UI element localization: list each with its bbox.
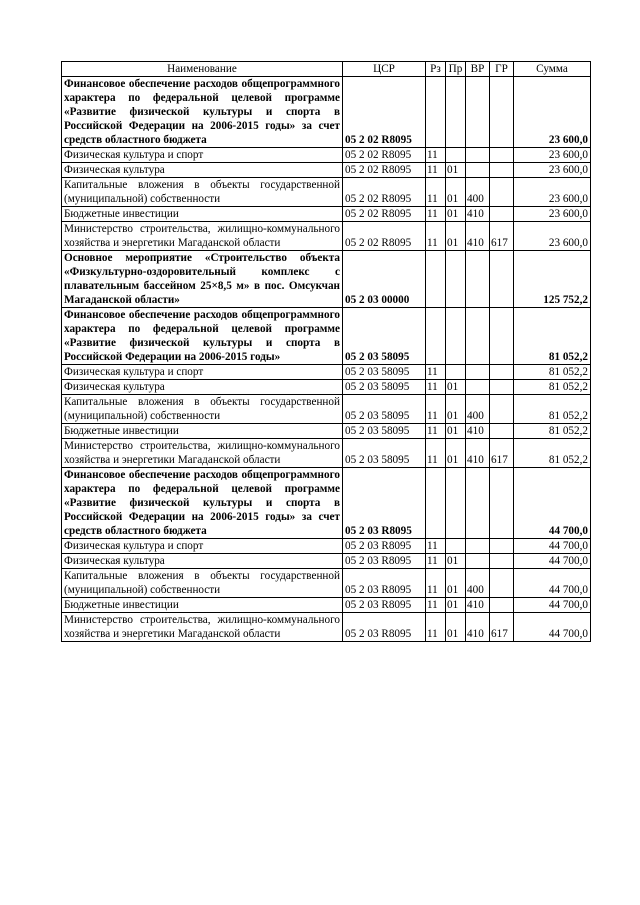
header-name: Наименование — [62, 62, 343, 77]
sum-cell: 23 600,0 — [514, 178, 591, 207]
csr-cell: 05 2 03 58095 — [343, 365, 426, 380]
pr-cell: 01 — [446, 395, 466, 424]
rz-cell: 11 — [426, 598, 446, 613]
pr-cell: 01 — [446, 439, 466, 468]
vr-cell: 400 — [466, 395, 490, 424]
name-cell: Физическая культура и спорт — [62, 148, 343, 163]
vr-cell: 410 — [466, 222, 490, 251]
sum-cell: 81 052,2 — [514, 395, 591, 424]
gr-cell — [490, 178, 514, 207]
name-cell: Физическая культура и спорт — [62, 365, 343, 380]
rz-cell: 11 — [426, 613, 446, 642]
name-cell: Физическая культура — [62, 554, 343, 569]
name-cell: Министерство строительства, жилищно-коммунального хозяйства и энергетики Магаданской области — [62, 222, 343, 251]
pr-cell — [446, 468, 466, 539]
vr-cell: 410 — [466, 439, 490, 468]
gr-cell — [490, 148, 514, 163]
pr-cell: 01 — [446, 380, 466, 395]
table-row — [62, 251, 591, 308]
sum-cell: 44 700,0 — [514, 539, 591, 554]
table-row — [62, 207, 591, 222]
csr-cell: 05 2 03 R8095 — [343, 613, 426, 642]
pr-cell: 01 — [446, 207, 466, 222]
name-cell: Бюджетные инвестиции — [62, 207, 343, 222]
gr-cell — [490, 380, 514, 395]
rz-cell — [426, 468, 446, 539]
vr-cell: 410 — [466, 207, 490, 222]
vr-cell — [466, 163, 490, 178]
rz-cell — [426, 251, 446, 308]
header-csr: ЦСР — [343, 62, 426, 77]
vr-cell: 410 — [466, 598, 490, 613]
gr-cell — [490, 308, 514, 365]
rz-cell: 11 — [426, 554, 446, 569]
gr-cell: 617 — [490, 222, 514, 251]
vr-cell: 410 — [466, 613, 490, 642]
table-row — [62, 178, 591, 207]
pr-cell: 01 — [446, 178, 466, 207]
rz-cell: 11 — [426, 395, 446, 424]
gr-cell — [490, 365, 514, 380]
pr-cell: 01 — [446, 554, 466, 569]
gr-cell — [490, 251, 514, 308]
pr-cell — [446, 539, 466, 554]
sum-cell: 23 600,0 — [514, 148, 591, 163]
pr-cell: 01 — [446, 424, 466, 439]
sum-cell: 81 052,2 — [514, 308, 591, 365]
header-gr: ГР — [490, 62, 514, 77]
gr-cell — [490, 163, 514, 178]
header-sum: Сумма — [514, 62, 591, 77]
vr-cell — [466, 554, 490, 569]
pr-cell — [446, 365, 466, 380]
rz-cell — [426, 308, 446, 365]
sum-cell: 44 700,0 — [514, 554, 591, 569]
rz-cell — [426, 77, 446, 148]
sum-cell: 23 600,0 — [514, 207, 591, 222]
table-row — [62, 569, 591, 598]
sum-cell: 125 752,2 — [514, 251, 591, 308]
pr-cell: 01 — [446, 598, 466, 613]
header-rz: Рз — [426, 62, 446, 77]
vr-cell — [466, 251, 490, 308]
vr-cell — [466, 468, 490, 539]
sum-cell: 81 052,2 — [514, 380, 591, 395]
gr-cell — [490, 207, 514, 222]
csr-cell: 05 2 03 00000 — [343, 251, 426, 308]
table-row — [62, 308, 591, 365]
budget-table — [61, 61, 591, 642]
vr-cell — [466, 539, 490, 554]
gr-cell — [490, 598, 514, 613]
vr-cell — [466, 77, 490, 148]
sum-cell: 23 600,0 — [514, 222, 591, 251]
csr-cell: 05 2 02 R8095 — [343, 222, 426, 251]
table-row — [62, 148, 591, 163]
gr-cell — [490, 77, 514, 148]
csr-cell: 05 2 03 R8095 — [343, 539, 426, 554]
pr-cell: 01 — [446, 613, 466, 642]
csr-cell: 05 2 02 R8095 — [343, 207, 426, 222]
gr-cell — [490, 539, 514, 554]
rz-cell: 11 — [426, 424, 446, 439]
csr-cell: 05 2 03 58095 — [343, 395, 426, 424]
pr-cell — [446, 148, 466, 163]
table-row — [62, 163, 591, 178]
sum-cell: 81 052,2 — [514, 439, 591, 468]
rz-cell: 11 — [426, 569, 446, 598]
table-row — [62, 439, 591, 468]
name-cell: Физическая культура — [62, 380, 343, 395]
gr-cell — [490, 569, 514, 598]
table-row — [62, 613, 591, 642]
pr-cell: 01 — [446, 222, 466, 251]
rz-cell: 11 — [426, 207, 446, 222]
pr-cell — [446, 77, 466, 148]
name-cell: Финансовое обеспечение расходов общепрограммного характера по федеральной целевой программе «Развитие физической культуры и спорта в Российской Федерации на 2006-2015 годы» — [62, 308, 343, 365]
header-vr: ВР — [466, 62, 490, 77]
vr-cell — [466, 308, 490, 365]
header-row — [62, 62, 591, 77]
sum-cell: 23 600,0 — [514, 163, 591, 178]
table-row — [62, 222, 591, 251]
csr-cell: 05 2 03 58095 — [343, 308, 426, 365]
pr-cell: 01 — [446, 569, 466, 598]
name-cell: Основное мероприятие «Строительство объекта «Физкультурно-оздоровительный комплекс с плавательным бассейном 25×8,5 м» в пос. Омсукчан Магаданской области» — [62, 251, 343, 308]
vr-cell — [466, 148, 490, 163]
rz-cell: 11 — [426, 539, 446, 554]
sum-cell: 81 052,2 — [514, 365, 591, 380]
sum-cell: 81 052,2 — [514, 424, 591, 439]
pr-cell — [446, 251, 466, 308]
rz-cell: 11 — [426, 380, 446, 395]
vr-cell: 400 — [466, 178, 490, 207]
pr-cell — [446, 308, 466, 365]
gr-cell — [490, 468, 514, 539]
name-cell: Капитальные вложения в объекты государственной (муниципальной) собственности — [62, 178, 343, 207]
name-cell: Министерство строительства, жилищно-коммунального хозяйства и энергетики Магаданской области — [62, 439, 343, 468]
name-cell: Бюджетные инвестиции — [62, 598, 343, 613]
csr-cell: 05 2 03 R8095 — [343, 569, 426, 598]
sum-cell: 44 700,0 — [514, 613, 591, 642]
vr-cell: 410 — [466, 424, 490, 439]
vr-cell: 400 — [466, 569, 490, 598]
table-body — [62, 77, 591, 642]
table-row — [62, 598, 591, 613]
table-row — [62, 424, 591, 439]
rz-cell: 11 — [426, 163, 446, 178]
csr-cell: 05 2 03 58095 — [343, 439, 426, 468]
rz-cell: 11 — [426, 148, 446, 163]
rz-cell: 11 — [426, 439, 446, 468]
table-row — [62, 395, 591, 424]
gr-cell — [490, 554, 514, 569]
header-pr: Пр — [446, 62, 466, 77]
vr-cell — [466, 365, 490, 380]
gr-cell: 617 — [490, 613, 514, 642]
rz-cell: 11 — [426, 365, 446, 380]
table-row — [62, 380, 591, 395]
name-cell: Министерство строительства, жилищно-коммунального хозяйства и энергетики Магаданской области — [62, 613, 343, 642]
pr-cell: 01 — [446, 163, 466, 178]
name-cell: Физическая культура и спорт — [62, 539, 343, 554]
csr-cell: 05 2 03 R8095 — [343, 468, 426, 539]
csr-cell: 05 2 03 R8095 — [343, 554, 426, 569]
csr-cell: 05 2 02 R8095 — [343, 77, 426, 148]
table-row — [62, 539, 591, 554]
csr-cell: 05 2 02 R8095 — [343, 148, 426, 163]
csr-cell: 05 2 03 58095 — [343, 424, 426, 439]
table-row — [62, 468, 591, 539]
csr-cell: 05 2 03 58095 — [343, 380, 426, 395]
table-row — [62, 365, 591, 380]
rz-cell: 11 — [426, 178, 446, 207]
sum-cell: 44 700,0 — [514, 468, 591, 539]
vr-cell — [466, 380, 490, 395]
name-cell: Капитальные вложения в объекты государственной (муниципальной) собственности — [62, 569, 343, 598]
rz-cell: 11 — [426, 222, 446, 251]
name-cell: Физическая культура — [62, 163, 343, 178]
sum-cell: 23 600,0 — [514, 77, 591, 148]
csr-cell: 05 2 02 R8095 — [343, 178, 426, 207]
gr-cell — [490, 395, 514, 424]
table-row — [62, 554, 591, 569]
name-cell: Капитальные вложения в объекты государственной (муниципальной) собственности — [62, 395, 343, 424]
name-cell: Бюджетные инвестиции — [62, 424, 343, 439]
csr-cell: 05 2 02 R8095 — [343, 163, 426, 178]
table-row — [62, 77, 591, 148]
csr-cell: 05 2 03 R8095 — [343, 598, 426, 613]
gr-cell — [490, 424, 514, 439]
name-cell: Финансовое обеспечение расходов общепрограммного характера по федеральной целевой программе «Развитие физической культуры и спорта в Российской Федерации на 2006-2015 годы» за счет средств областного бюджета — [62, 468, 343, 539]
name-cell: Финансовое обеспечение расходов общепрограммного характера по федеральной целевой программе «Развитие физической культуры и спорта в Российской Федерации на 2006-2015 годы» за счет средств областного бюджета — [62, 77, 343, 148]
sum-cell: 44 700,0 — [514, 569, 591, 598]
gr-cell: 617 — [490, 439, 514, 468]
sum-cell: 44 700,0 — [514, 598, 591, 613]
